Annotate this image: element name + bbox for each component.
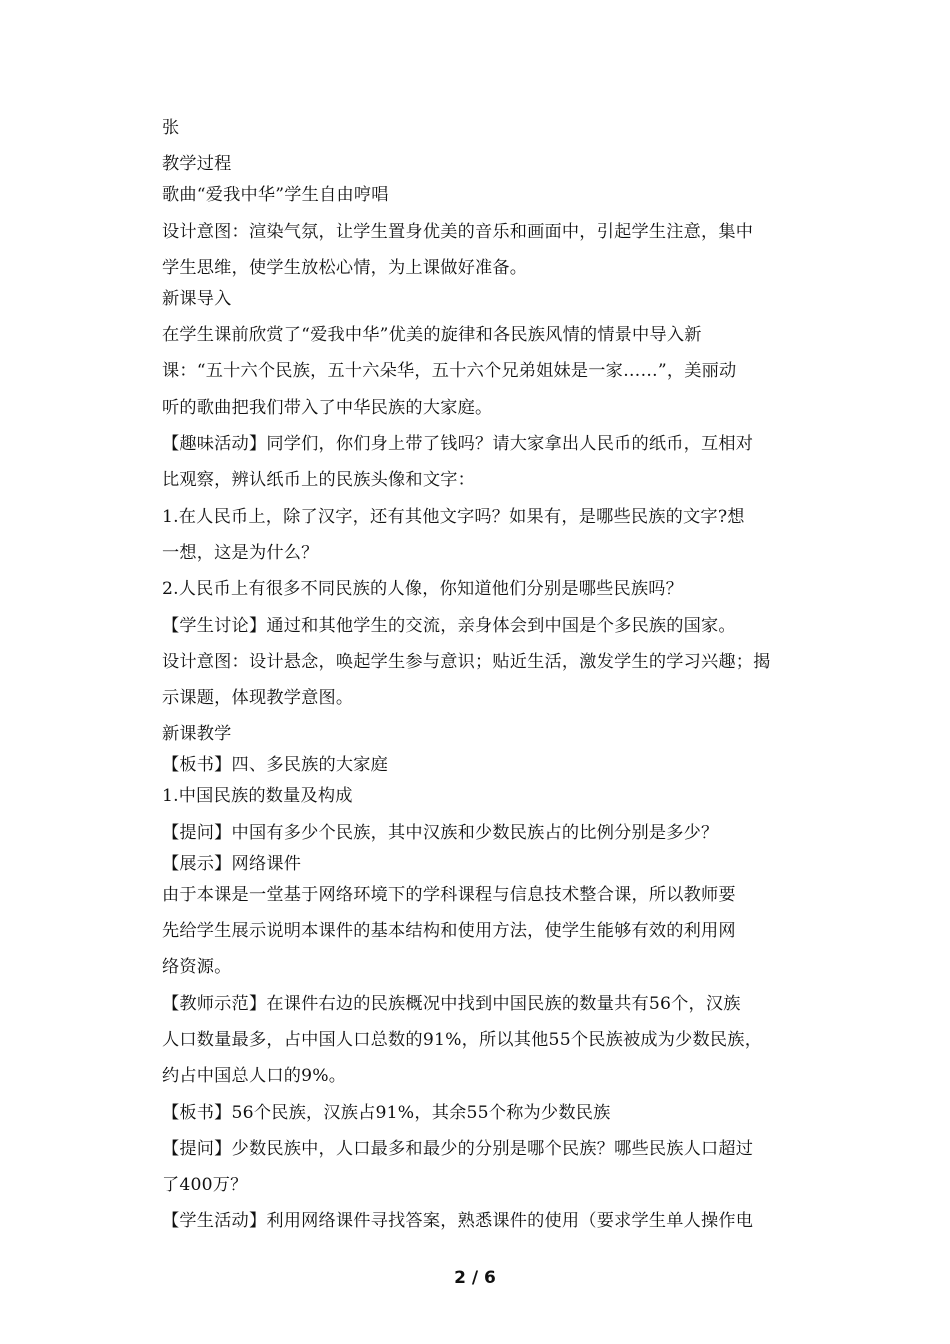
text-line: 1.在人民币上，除了汉字，还有其他文字吗？如果有，是哪些民族的文字?想 xyxy=(162,506,745,527)
text-line: 【学生讨论】通过和其他学生的交流，亲身体会到中国是个多民族的国家。 xyxy=(162,615,736,636)
text-line: 【板书】四、多民族的大家庭 xyxy=(162,755,389,776)
text-line: 张 xyxy=(162,118,180,138)
section-heading-teaching-process: 教学过程 xyxy=(162,154,232,175)
text-line: 听的歌曲把我们带入了中华民族的大家庭。 xyxy=(162,397,493,418)
text-line: 【学生活动】利用网络课件寻找答案，熟悉课件的使用（要求学生单人操作电 xyxy=(162,1211,754,1232)
text-line: 示课题，体现教学意图。 xyxy=(162,688,354,709)
text-line: 设计意图：渲染气氛，让学生置身优美的音乐和画面中，引起学生注意，集中 xyxy=(162,221,754,242)
text-line: 设计意图：设计悬念，唤起学生参与意识；贴近生活，激发学生的学习兴趣；揭 xyxy=(162,651,771,672)
section-heading-new-lesson-intro: 新课导入 xyxy=(162,288,232,309)
text-line: 在学生课前欣赏了“爱我中华”优美的旋律和各民族风情的情景中导入新 xyxy=(162,325,702,346)
text-line: 【趣味活动】同学们，你们身上带了钱吗？请大家拿出人民币的纸币，互相对 xyxy=(162,434,754,455)
text-line: 一想，这是为什么？ xyxy=(162,542,319,563)
section-heading-new-lesson-teaching: 新课教学 xyxy=(162,724,232,745)
text-line: 【提问】中国有多少个民族，其中汉族和少数民族占的比例分别是多少？ xyxy=(162,822,719,843)
text-line: 【展示】网络课件 xyxy=(162,853,302,874)
document-body xyxy=(162,116,802,1246)
page-number: 2 / 6 xyxy=(454,1268,496,1288)
text-line: 歌曲“爱我中华”学生自由哼唱 xyxy=(162,185,389,206)
text-line: 由于本课是一堂基于网络环境下的学科课程与信息技术整合课，所以教师要 xyxy=(162,884,736,905)
text-line: 约占中国总人口的9%。 xyxy=(162,1066,347,1087)
text-line: 1.中国民族的数量及构成 xyxy=(162,786,353,807)
text-line: 【提问】少数民族中，人口最多和最少的分别是哪个民族？哪些民族人口超过 xyxy=(162,1138,754,1159)
text-line: 了400万？ xyxy=(162,1175,248,1196)
text-line: 学生思维，使学生放松心情，为上课做好准备。 xyxy=(162,257,528,278)
text-line: 【板书】56个民族，汉族占91%，其余55个称为少数民族 xyxy=(162,1102,611,1123)
text-line: 络资源。 xyxy=(162,957,232,978)
text-line: 人口数量最多，占中国人口总数的91%，所以其他55个民族被成为少数民族， xyxy=(162,1029,763,1050)
text-line: 先给学生展示说明本课件的基本结构和使用方法，使学生能够有效的利用网 xyxy=(162,921,736,942)
text-line: 2.人民币上有很多不同民族的人像，你知道他们分别是哪些民族吗？ xyxy=(162,579,684,600)
text-line: 【教师示范】在课件右边的民族概况中找到中国民族的数量共有56个，汉族 xyxy=(162,993,741,1014)
text-line: 比观察，辨认纸币上的民族头像和文字： xyxy=(162,470,475,491)
text-line: 课：“五十六个民族，五十六朵华，五十六个兄弟姐妹是一家……”，美丽动 xyxy=(162,361,737,382)
